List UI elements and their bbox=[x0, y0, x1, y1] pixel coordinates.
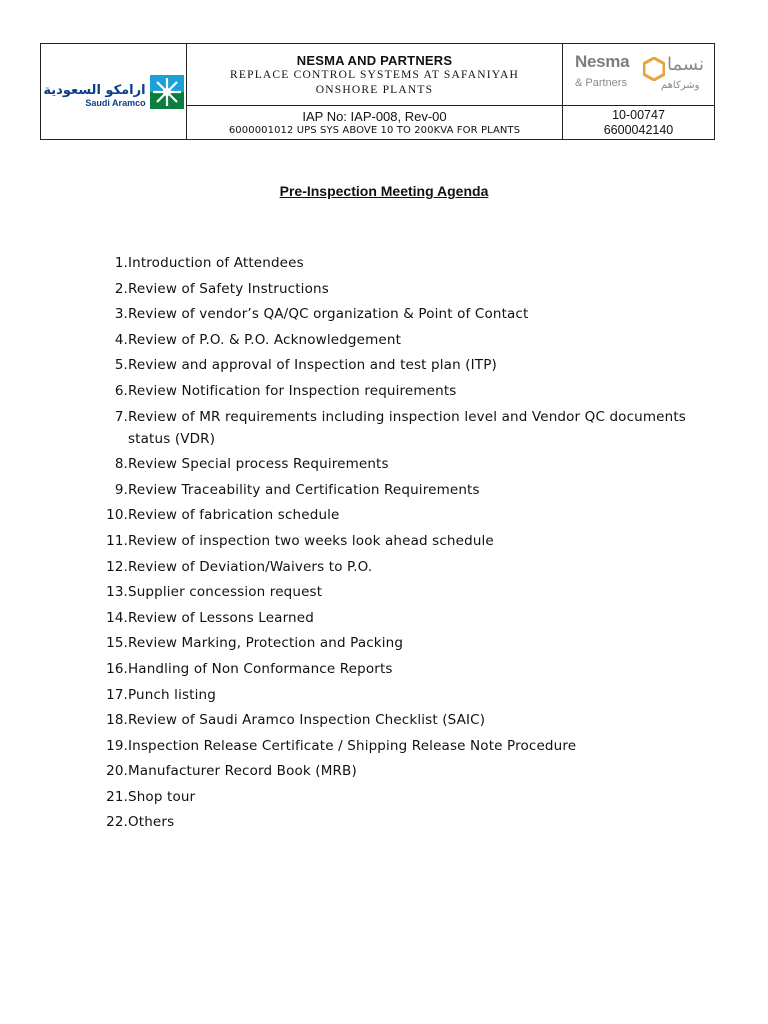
list-item bbox=[90, 530, 710, 552]
list-item bbox=[90, 278, 710, 300]
item-number: 5. bbox=[114, 357, 128, 374]
item-number: 2. bbox=[114, 280, 128, 297]
aramco-logo-english: Saudi Aramco bbox=[85, 97, 146, 108]
aramco-logo bbox=[43, 75, 183, 109]
item-text: Review and approval of Inspection and test plan (ITP) bbox=[128, 357, 497, 374]
item-number: 13. bbox=[106, 584, 128, 601]
list-item bbox=[90, 684, 710, 706]
item-number: 15. bbox=[106, 635, 128, 652]
nesma-logo-arabic-partners: وشركاهم bbox=[661, 80, 700, 91]
item-text: Review of P.O. & P.O. Acknowledgement bbox=[128, 331, 402, 348]
list-item bbox=[90, 380, 710, 402]
reference-number-1: 10-00747 bbox=[612, 107, 665, 122]
item-number: 6. bbox=[114, 382, 128, 399]
item-number: 14. bbox=[106, 609, 128, 626]
list-item bbox=[90, 479, 710, 501]
project-title-line-1: REPLACE CONTROL SYSTEMS AT SAFANIYAH bbox=[230, 68, 519, 81]
item-text: Review of vendor’s QA/QC organization & Point of Contact bbox=[128, 306, 529, 323]
item-text: Punch listing bbox=[128, 686, 216, 703]
item-text: Manufacturer Record Book (MRB) bbox=[128, 763, 357, 780]
item-number: 1. bbox=[114, 255, 128, 271]
item-text: Review Traceability and Certification Requirements bbox=[128, 481, 480, 498]
list-item bbox=[90, 354, 710, 376]
item-number: 4. bbox=[114, 331, 128, 348]
item-text: Review Notification for Inspection requirements bbox=[128, 382, 457, 399]
document-title bbox=[0, 183, 768, 199]
item-number: 18. bbox=[106, 712, 128, 729]
nesma-logo-partners: & Partners bbox=[575, 77, 627, 89]
item-number: 9. bbox=[114, 481, 128, 498]
list-item bbox=[90, 786, 710, 808]
document-header bbox=[40, 43, 715, 140]
project-title-line-2: ONSHORE PLANTS bbox=[315, 83, 434, 96]
item-text: Review of Safety Instructions bbox=[128, 280, 329, 297]
list-item bbox=[90, 735, 710, 757]
item-text: Others bbox=[128, 814, 175, 831]
item-number: 20. bbox=[106, 763, 128, 780]
reference-number-2: 6600042140 bbox=[603, 122, 674, 137]
iap-cell bbox=[187, 106, 563, 140]
list-item bbox=[90, 252, 710, 274]
item-number: 11. bbox=[106, 532, 128, 549]
nesma-logo-arabic: نسما bbox=[667, 54, 704, 75]
nesma-logo-name: Nesma bbox=[575, 52, 630, 71]
list-item bbox=[90, 453, 710, 475]
item-text: Inspection Release Certificate / Shipping Release Note Procedure bbox=[128, 737, 577, 754]
list-item bbox=[90, 329, 710, 351]
item-text: Review of Deviation/Waivers to P.O. bbox=[128, 558, 373, 575]
company-name: NESMA AND PARTNERS bbox=[296, 52, 453, 68]
item-number: 22. bbox=[106, 814, 128, 831]
list-item bbox=[90, 811, 710, 833]
item-number: 17. bbox=[106, 686, 128, 703]
list-item bbox=[90, 607, 710, 629]
item-text: Handling of Non Conformance Reports bbox=[128, 660, 393, 677]
item-text: Review of MR requirements including inspection level and Vendor QC documents status (VDR) bbox=[128, 408, 686, 447]
item-text: Review Special process Requirements bbox=[128, 456, 389, 473]
aramco-star-icon bbox=[150, 75, 184, 109]
list-item bbox=[90, 556, 710, 578]
nesma-logo-cell bbox=[563, 44, 715, 106]
agenda-list bbox=[90, 252, 710, 837]
item-text: Introduction of Attendees bbox=[128, 255, 304, 271]
aramco-logo-cell bbox=[41, 44, 187, 140]
reference-numbers-cell bbox=[563, 106, 715, 140]
item-number: 10. bbox=[106, 507, 128, 524]
project-title-cell bbox=[187, 44, 563, 106]
scope-description: 6000001012 UPS SYS ABOVE 10 TO 200KVA FOR PLANTS bbox=[228, 124, 521, 136]
item-number: 8. bbox=[114, 456, 128, 473]
item-text: Review of Lessons Learned bbox=[128, 609, 314, 626]
item-text: Review of Saudi Aramco Inspection Checklist (SAIC) bbox=[128, 712, 486, 729]
item-number: 21. bbox=[106, 788, 128, 805]
document-title-text: Pre-Inspection Meeting Agenda bbox=[279, 183, 489, 199]
item-text: Review Marking, Protection and Packing bbox=[128, 635, 404, 652]
list-item bbox=[90, 709, 710, 731]
item-number: 19. bbox=[106, 737, 128, 754]
list-item bbox=[90, 632, 710, 654]
iap-number: IAP No: IAP-008, Rev-00 bbox=[302, 108, 447, 124]
item-number: 12. bbox=[106, 558, 128, 575]
aramco-logo-arabic: ارامكو السعودية bbox=[43, 82, 146, 98]
list-item bbox=[90, 658, 710, 680]
list-item bbox=[90, 406, 710, 450]
list-item bbox=[90, 760, 710, 782]
item-number: 16. bbox=[106, 660, 128, 677]
list-item bbox=[90, 504, 710, 526]
item-text: Review of inspection two weeks look ahead schedule bbox=[128, 532, 494, 549]
item-text: Supplier concession request bbox=[128, 584, 323, 601]
item-number: 3. bbox=[114, 306, 128, 323]
item-number: 7. bbox=[114, 408, 128, 425]
item-text: Shop tour bbox=[128, 788, 196, 805]
hexagon-icon bbox=[643, 57, 665, 81]
nesma-logo bbox=[563, 44, 714, 105]
list-item bbox=[90, 581, 710, 603]
list-item bbox=[90, 303, 710, 325]
item-text: Review of fabrication schedule bbox=[128, 507, 340, 524]
